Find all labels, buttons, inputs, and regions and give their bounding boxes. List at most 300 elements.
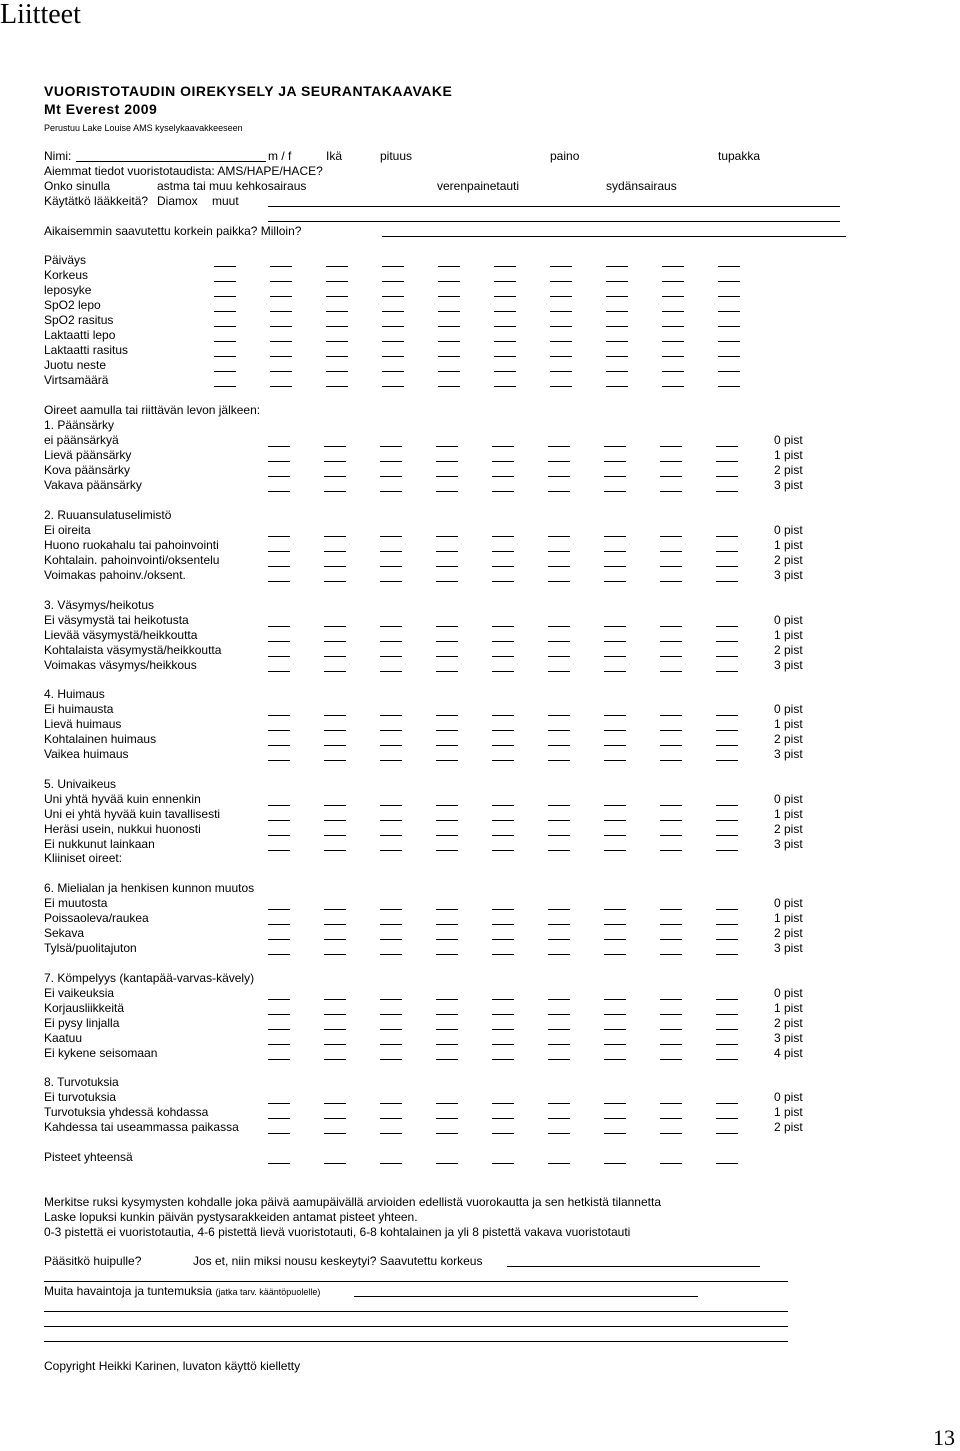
day-cell[interactable] [660, 556, 682, 567]
day-cell[interactable] [604, 571, 626, 582]
day-cell[interactable] [436, 840, 458, 851]
previous-highest-field[interactable] [382, 236, 846, 237]
day-cell[interactable] [492, 631, 514, 642]
day-cell[interactable] [604, 556, 626, 567]
day-cell[interactable] [492, 899, 514, 910]
day-cell[interactable] [436, 1093, 458, 1104]
day-cell[interactable] [604, 989, 626, 1000]
day-cell[interactable] [268, 825, 290, 836]
day-cell[interactable] [660, 705, 682, 716]
day-cell[interactable] [604, 825, 626, 836]
day-cell[interactable] [324, 541, 346, 552]
day-cell[interactable] [324, 720, 346, 731]
day-cell[interactable] [268, 899, 290, 910]
total-day-cell[interactable] [268, 1153, 290, 1164]
day-cell[interactable] [716, 481, 738, 492]
total-day-cell[interactable] [436, 1153, 458, 1164]
day-cell[interactable] [716, 661, 738, 672]
symptom-cells[interactable] [268, 451, 748, 461]
day-cell[interactable] [380, 571, 402, 582]
day-cell[interactable] [548, 571, 570, 582]
day-cell[interactable] [716, 466, 738, 477]
day-cell[interactable] [380, 720, 402, 731]
day-cell[interactable] [326, 301, 348, 312]
day-cell[interactable] [604, 646, 626, 657]
day-cell[interactable] [548, 541, 570, 552]
day-cell[interactable] [548, 1049, 570, 1060]
day-cell[interactable] [436, 705, 458, 716]
day-cell[interactable] [492, 720, 514, 731]
day-cell[interactable] [550, 376, 572, 387]
day-cell[interactable] [436, 1034, 458, 1045]
day-cell[interactable] [718, 256, 740, 267]
total-cells[interactable] [268, 1153, 748, 1163]
day-cell[interactable] [660, 541, 682, 552]
day-cell[interactable] [604, 840, 626, 851]
notes-field-4[interactable] [44, 1341, 788, 1342]
day-cell[interactable] [436, 436, 458, 447]
day-cell[interactable] [606, 256, 628, 267]
day-cell[interactable] [548, 720, 570, 731]
day-cell[interactable] [604, 899, 626, 910]
day-cell[interactable] [604, 436, 626, 447]
day-cell[interactable] [548, 705, 570, 716]
day-cell[interactable] [436, 944, 458, 955]
day-cell[interactable] [492, 646, 514, 657]
symptom-cells[interactable] [268, 944, 748, 954]
day-cell[interactable] [438, 361, 460, 372]
day-cell[interactable] [492, 705, 514, 716]
day-cell[interactable] [604, 451, 626, 462]
day-cell[interactable] [550, 301, 572, 312]
day-cell[interactable] [380, 1034, 402, 1045]
day-cell[interactable] [492, 661, 514, 672]
day-cell[interactable] [606, 331, 628, 342]
day-cell[interactable] [660, 840, 682, 851]
symptom-cells[interactable] [268, 556, 748, 566]
symptom-cells[interactable] [268, 720, 748, 730]
day-cell[interactable] [382, 376, 404, 387]
day-cell[interactable] [270, 376, 292, 387]
day-cell[interactable] [436, 541, 458, 552]
day-cell[interactable] [548, 1093, 570, 1104]
day-cell[interactable] [438, 301, 460, 312]
day-cell[interactable] [660, 795, 682, 806]
day-cell[interactable] [660, 735, 682, 746]
day-cell[interactable] [326, 286, 348, 297]
day-cell[interactable] [324, 1123, 346, 1134]
day-cell[interactable] [214, 286, 236, 297]
day-cell[interactable] [268, 735, 290, 746]
day-cell[interactable] [324, 810, 346, 821]
day-cell[interactable] [548, 616, 570, 627]
day-cell[interactable] [268, 929, 290, 940]
day-cell[interactable] [718, 346, 740, 357]
symptom-cells[interactable] [268, 571, 748, 581]
day-cell[interactable] [604, 795, 626, 806]
day-cell[interactable] [436, 825, 458, 836]
symptom-cells[interactable] [268, 631, 748, 641]
day-cell[interactable] [380, 1049, 402, 1060]
day-cell[interactable] [548, 481, 570, 492]
day-cell[interactable] [324, 899, 346, 910]
day-cell[interactable] [268, 705, 290, 716]
day-cell[interactable] [718, 361, 740, 372]
day-cell[interactable] [492, 1034, 514, 1045]
day-cell[interactable] [324, 705, 346, 716]
day-cell[interactable] [548, 436, 570, 447]
day-cell[interactable] [718, 331, 740, 342]
symptom-cells[interactable] [268, 526, 748, 536]
day-cell[interactable] [382, 331, 404, 342]
day-cell[interactable] [716, 1019, 738, 1030]
day-cell[interactable] [494, 361, 516, 372]
day-cell[interactable] [438, 376, 460, 387]
day-cell[interactable] [606, 301, 628, 312]
day-cell[interactable] [326, 376, 348, 387]
day-cell[interactable] [492, 1093, 514, 1104]
symptom-cells[interactable] [268, 466, 748, 476]
day-cell[interactable] [494, 286, 516, 297]
day-cell[interactable] [716, 705, 738, 716]
day-cell[interactable] [324, 825, 346, 836]
day-cell[interactable] [380, 735, 402, 746]
day-cell[interactable] [606, 361, 628, 372]
day-cell[interactable] [716, 1004, 738, 1015]
total-day-cell[interactable] [660, 1153, 682, 1164]
day-cell[interactable] [324, 795, 346, 806]
day-cell[interactable] [492, 735, 514, 746]
day-cell[interactable] [660, 944, 682, 955]
day-cell[interactable] [380, 1019, 402, 1030]
day-cell[interactable] [380, 929, 402, 940]
day-cell[interactable] [606, 271, 628, 282]
day-cell[interactable] [716, 1123, 738, 1134]
day-cell[interactable] [660, 1019, 682, 1030]
day-cell[interactable] [548, 825, 570, 836]
day-cell[interactable] [492, 929, 514, 940]
day-cell[interactable] [268, 1108, 290, 1119]
day-cell[interactable] [662, 361, 684, 372]
day-cell[interactable] [492, 1004, 514, 1015]
symptom-cells[interactable] [268, 1034, 748, 1044]
day-cell[interactable] [380, 1093, 402, 1104]
day-cell[interactable] [494, 256, 516, 267]
day-cell[interactable] [436, 571, 458, 582]
day-cell[interactable] [550, 271, 572, 282]
day-cell[interactable] [382, 286, 404, 297]
symptom-cells[interactable] [268, 929, 748, 939]
day-cell[interactable] [270, 361, 292, 372]
symptom-cells[interactable] [268, 735, 748, 745]
symptom-cells[interactable] [268, 705, 748, 715]
day-cell[interactable] [436, 481, 458, 492]
day-cell[interactable] [604, 810, 626, 821]
day-cell[interactable] [380, 556, 402, 567]
day-cell[interactable] [716, 646, 738, 657]
day-cell[interactable] [380, 466, 402, 477]
day-cell[interactable] [492, 1123, 514, 1134]
day-cell[interactable] [604, 661, 626, 672]
day-cell[interactable] [324, 646, 346, 657]
day-cell[interactable] [604, 526, 626, 537]
day-cell[interactable] [436, 735, 458, 746]
day-cell[interactable] [436, 1019, 458, 1030]
day-cell[interactable] [604, 466, 626, 477]
measurement-cells[interactable] [214, 286, 754, 296]
day-cell[interactable] [268, 571, 290, 582]
day-cell[interactable] [548, 1004, 570, 1015]
day-cell[interactable] [716, 720, 738, 731]
day-cell[interactable] [550, 331, 572, 342]
day-cell[interactable] [718, 286, 740, 297]
day-cell[interactable] [436, 616, 458, 627]
day-cell[interactable] [268, 840, 290, 851]
day-cell[interactable] [436, 1049, 458, 1060]
day-cell[interactable] [660, 616, 682, 627]
day-cell[interactable] [436, 1123, 458, 1134]
day-cell[interactable] [492, 1019, 514, 1030]
day-cell[interactable] [548, 899, 570, 910]
day-cell[interactable] [324, 750, 346, 761]
day-cell[interactable] [324, 929, 346, 940]
day-cell[interactable] [660, 1093, 682, 1104]
day-cell[interactable] [606, 286, 628, 297]
day-cell[interactable] [492, 436, 514, 447]
day-cell[interactable] [550, 256, 572, 267]
day-cell[interactable] [492, 795, 514, 806]
day-cell[interactable] [660, 1049, 682, 1060]
symptom-cells[interactable] [268, 1004, 748, 1014]
day-cell[interactable] [660, 661, 682, 672]
day-cell[interactable] [716, 1034, 738, 1045]
day-cell[interactable] [326, 316, 348, 327]
day-cell[interactable] [604, 1004, 626, 1015]
symptom-cells[interactable] [268, 616, 748, 626]
day-cell[interactable] [268, 1034, 290, 1045]
day-cell[interactable] [380, 661, 402, 672]
day-cell[interactable] [548, 631, 570, 642]
day-cell[interactable] [716, 944, 738, 955]
day-cell[interactable] [324, 571, 346, 582]
day-cell[interactable] [436, 1004, 458, 1015]
day-cell[interactable] [604, 541, 626, 552]
summit-altitude-field[interactable] [507, 1266, 760, 1267]
day-cell[interactable] [494, 331, 516, 342]
day-cell[interactable] [716, 810, 738, 821]
day-cell[interactable] [214, 301, 236, 312]
total-day-cell[interactable] [604, 1153, 626, 1164]
day-cell[interactable] [716, 750, 738, 761]
day-cell[interactable] [716, 451, 738, 462]
day-cell[interactable] [324, 631, 346, 642]
day-cell[interactable] [660, 810, 682, 821]
day-cell[interactable] [548, 526, 570, 537]
day-cell[interactable] [492, 526, 514, 537]
summit-reason-field[interactable] [44, 1281, 788, 1282]
day-cell[interactable] [492, 571, 514, 582]
day-cell[interactable] [604, 1108, 626, 1119]
day-cell[interactable] [382, 361, 404, 372]
day-cell[interactable] [716, 989, 738, 1000]
day-cell[interactable] [548, 1034, 570, 1045]
day-cell[interactable] [662, 346, 684, 357]
day-cell[interactable] [268, 1004, 290, 1015]
total-day-cell[interactable] [548, 1153, 570, 1164]
day-cell[interactable] [548, 646, 570, 657]
day-cell[interactable] [494, 316, 516, 327]
day-cell[interactable] [380, 541, 402, 552]
day-cell[interactable] [548, 556, 570, 567]
symptom-cells[interactable] [268, 436, 748, 446]
day-cell[interactable] [716, 1108, 738, 1119]
day-cell[interactable] [436, 556, 458, 567]
day-cell[interactable] [660, 989, 682, 1000]
day-cell[interactable] [604, 929, 626, 940]
day-cell[interactable] [268, 914, 290, 925]
symptom-cells[interactable] [268, 825, 748, 835]
day-cell[interactable] [548, 944, 570, 955]
day-cell[interactable] [270, 346, 292, 357]
day-cell[interactable] [548, 795, 570, 806]
day-cell[interactable] [380, 944, 402, 955]
day-cell[interactable] [662, 286, 684, 297]
day-cell[interactable] [716, 541, 738, 552]
day-cell[interactable] [548, 810, 570, 821]
day-cell[interactable] [660, 720, 682, 731]
day-cell[interactable] [214, 316, 236, 327]
day-cell[interactable] [492, 616, 514, 627]
day-cell[interactable] [716, 1049, 738, 1060]
symptom-cells[interactable] [268, 989, 748, 999]
day-cell[interactable] [716, 914, 738, 925]
day-cell[interactable] [548, 661, 570, 672]
day-cell[interactable] [660, 914, 682, 925]
day-cell[interactable] [492, 750, 514, 761]
day-cell[interactable] [436, 646, 458, 657]
medications-field-2[interactable] [268, 221, 840, 222]
day-cell[interactable] [604, 914, 626, 925]
day-cell[interactable] [268, 1123, 290, 1134]
day-cell[interactable] [492, 914, 514, 925]
measurement-cells[interactable] [214, 331, 754, 341]
symptom-cells[interactable] [268, 481, 748, 491]
measurement-cells[interactable] [214, 316, 754, 326]
day-cell[interactable] [436, 631, 458, 642]
day-cell[interactable] [380, 705, 402, 716]
day-cell[interactable] [268, 1019, 290, 1030]
day-cell[interactable] [604, 616, 626, 627]
day-cell[interactable] [548, 840, 570, 851]
day-cell[interactable] [380, 646, 402, 657]
day-cell[interactable] [324, 944, 346, 955]
day-cell[interactable] [438, 316, 460, 327]
day-cell[interactable] [324, 616, 346, 627]
day-cell[interactable] [604, 735, 626, 746]
total-day-cell[interactable] [380, 1153, 402, 1164]
day-cell[interactable] [660, 451, 682, 462]
day-cell[interactable] [436, 750, 458, 761]
day-cell[interactable] [492, 840, 514, 851]
day-cell[interactable] [380, 481, 402, 492]
day-cell[interactable] [548, 735, 570, 746]
day-cell[interactable] [550, 316, 572, 327]
day-cell[interactable] [662, 331, 684, 342]
symptom-cells[interactable] [268, 1049, 748, 1059]
day-cell[interactable] [324, 1093, 346, 1104]
day-cell[interactable] [548, 466, 570, 477]
day-cell[interactable] [716, 840, 738, 851]
day-cell[interactable] [548, 1123, 570, 1134]
day-cell[interactable] [268, 466, 290, 477]
day-cell[interactable] [606, 316, 628, 327]
day-cell[interactable] [324, 661, 346, 672]
day-cell[interactable] [548, 914, 570, 925]
day-cell[interactable] [382, 271, 404, 282]
day-cell[interactable] [380, 631, 402, 642]
day-cell[interactable] [380, 899, 402, 910]
medications-field[interactable] [268, 206, 840, 207]
day-cell[interactable] [548, 989, 570, 1000]
measurement-cells[interactable] [214, 376, 754, 386]
day-cell[interactable] [382, 301, 404, 312]
day-cell[interactable] [382, 256, 404, 267]
day-cell[interactable] [436, 989, 458, 1000]
day-cell[interactable] [604, 481, 626, 492]
day-cell[interactable] [214, 361, 236, 372]
day-cell[interactable] [660, 1004, 682, 1015]
day-cell[interactable] [268, 481, 290, 492]
day-cell[interactable] [660, 571, 682, 582]
day-cell[interactable] [326, 361, 348, 372]
day-cell[interactable] [326, 331, 348, 342]
day-cell[interactable] [436, 899, 458, 910]
day-cell[interactable] [268, 795, 290, 806]
measurement-cells[interactable] [214, 256, 754, 266]
symptom-cells[interactable] [268, 914, 748, 924]
day-cell[interactable] [604, 631, 626, 642]
day-cell[interactable] [436, 1108, 458, 1119]
day-cell[interactable] [380, 526, 402, 537]
day-cell[interactable] [436, 466, 458, 477]
day-cell[interactable] [716, 571, 738, 582]
day-cell[interactable] [380, 1123, 402, 1134]
day-cell[interactable] [604, 944, 626, 955]
day-cell[interactable] [550, 361, 572, 372]
day-cell[interactable] [324, 1049, 346, 1060]
symptom-cells[interactable] [268, 1108, 748, 1118]
symptom-cells[interactable] [268, 840, 748, 850]
symptom-cells[interactable] [268, 899, 748, 909]
day-cell[interactable] [606, 376, 628, 387]
day-cell[interactable] [380, 795, 402, 806]
day-cell[interactable] [268, 616, 290, 627]
day-cell[interactable] [214, 346, 236, 357]
day-cell[interactable] [662, 301, 684, 312]
day-cell[interactable] [324, 526, 346, 537]
day-cell[interactable] [438, 331, 460, 342]
day-cell[interactable] [326, 346, 348, 357]
day-cell[interactable] [660, 825, 682, 836]
day-cell[interactable] [716, 899, 738, 910]
day-cell[interactable] [548, 750, 570, 761]
day-cell[interactable] [604, 1019, 626, 1030]
day-cell[interactable] [494, 301, 516, 312]
day-cell[interactable] [436, 451, 458, 462]
day-cell[interactable] [606, 346, 628, 357]
day-cell[interactable] [268, 1049, 290, 1060]
day-cell[interactable] [716, 616, 738, 627]
